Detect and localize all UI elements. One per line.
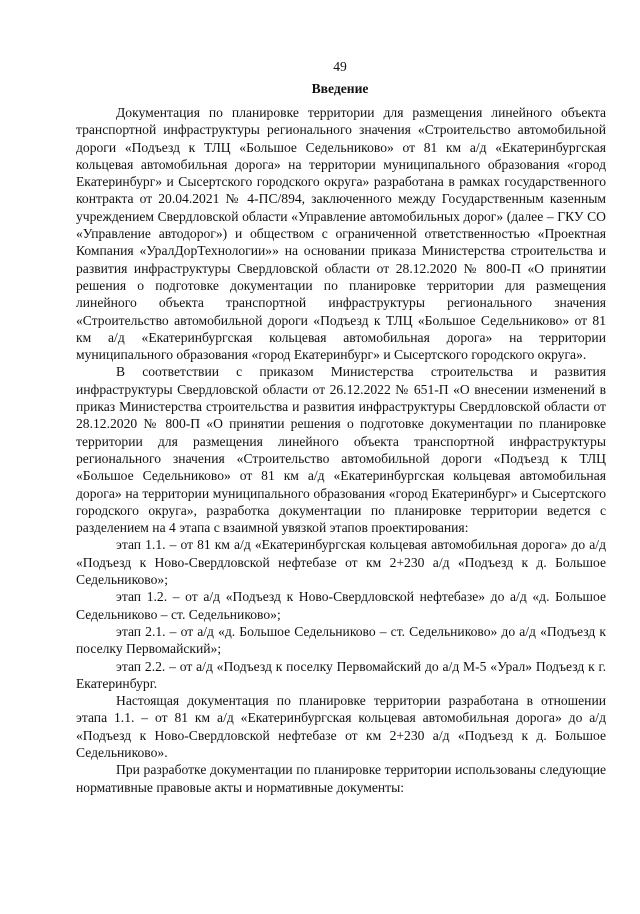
paragraph-stage-1-1: этап 1.1. – от 81 км а/д «Екатеринбургская кольцевая автомобильная дорога» до а/д «Подъезд к Ново-Свердловской нефтебазе от км 2+230 а/д «Подъезд к д. Большое Седельниково»; [76, 537, 606, 588]
paragraph-intro: Документация по планировке территории для размещения линейного объекта транспортной инфраструктуры регионального значения «Строительство автомобильной дороги «Подъезд к ТЛЦ «Большое Седельниково» от 81 км а/д «Екатеринбургская кольцевая автомобильная дорога» на территории муниципального образования «город Екатеринбург» и Сысертского городского округа» разработана в рамках государственного контракта от 20.04.2021 № 4-ПС/894, заключенного между Государственным казенным учреждением Свердловской области «Управление автомобильных дорог» (далее – ГКУ СО «Управление автодорог») и обществом с ограниченной ответственностью «Проектная Компания «УралДорТехнологии»» на основании приказа Министерства строительства и развития инфраструктуры Свердловской области от 28.12.2020 № 800-П «О принятии решения о подготовке документации по планировке территории для размещения линейного объекта транспортной инфраструктуры регионального значения «Строительство автомобильной дороги «Подъезд к ТЛЦ «Большое Седельниково» от 81 км а/д «Екатеринбургская кольцевая автомобильная дорога» на территории муниципального образования «город Екатеринбург» и Сысертского городского округа». [76, 105, 606, 363]
paragraph-scope: Настоящая документация по планировке территории разработана в отношении этапа 1.1. – от 81 км а/д «Екатеринбургская кольцевая автомобильная дорога» до а/д «Подъезд к Ново-Свердловской нефтебазе от км 2+230 а/д «Подъезд к д. Большое Седельниково». [76, 693, 606, 760]
paragraph-regulations: При разработке документации по планировке территории использованы следующие нормативные правовые акты и нормативные документы: [76, 762, 606, 795]
paragraph-stage-2-1: этап 2.1. – от а/д «д. Большое Седельниково – ст. Седельниково» до а/д «Подъезд к поселку Первомайский»; [76, 623, 606, 657]
paragraph-stages: В соответствии с приказом Министерства строительства и развития инфраструктуры Свердловской области от 26.12.2022 № 651-П «О внесении изменений в приказ Министерства строительства и развития инфраструктуры Свердловской области от 28.12.2020 № 800-П «О принятии решения о подготовке документации по планировке территории для размещения линейного объекта транспортной инфраструктуры регионального значения «Строительство автомобильной дороги «Подъезд к ТЛЦ «Большое Седельниково» от 81 км а/д «Екатеринбургская кольцевая автомобильная дорога» на территории муниципального образования «город Екатеринбург» и Сысертского городского округа», разработка документации по планировке территории ведется с разделением на 4 этапа с взаимной увязкой этапов проектирования: [76, 364, 606, 536]
paragraph-stage-2-2: этап 2.2. – от а/д «Подъезд к поселку Первомайский до а/д М-5 «Урал» Подъезд к г. Екатеринбург. [76, 658, 606, 691]
page-number: 49 [333, 59, 347, 74]
paragraph-stage-1-2: этап 1.2. – от а/д «Подъезд к Ново-Свердловской нефтебазе» до а/д «д. Большое Седельниково – ст. Седельниково»; [76, 589, 606, 622]
document-body [76, 104, 606, 796]
section-heading: Введение [311, 81, 369, 96]
